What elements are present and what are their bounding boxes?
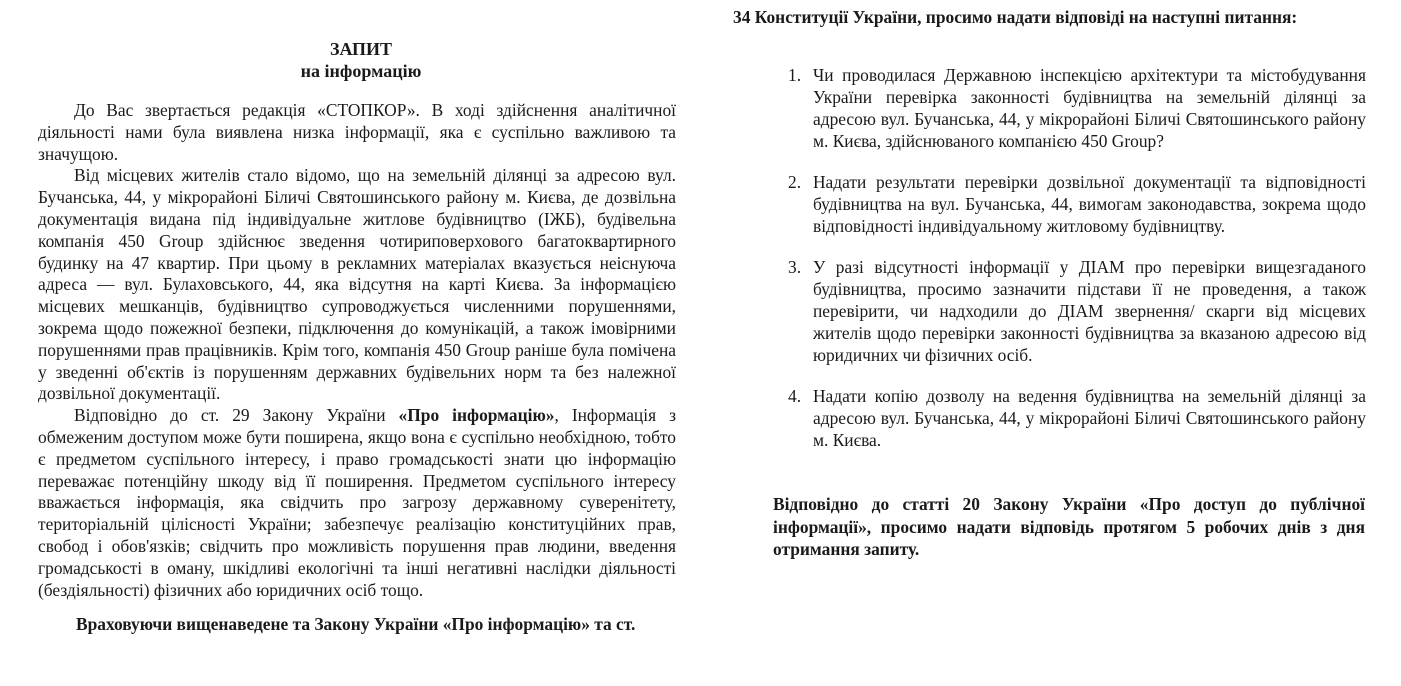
response-deadline-paragraph: Відповідно до статті 20 Закону України «Про доступ до публічної інформації», просимо надати відповідь протягом 5 робочих днів з дня отримання запиту. [773, 494, 1365, 559]
right-page [700, 0, 1401, 686]
left-page [0, 0, 700, 686]
left-closing-paragraph: Враховуючи вищенаведене та Закону України «Про інформацію» та ст. [76, 614, 636, 635]
title-block [0, 38, 722, 82]
residents-paragraph: Від місцевих жителів стало відомо, що на земельній ділянці за адресою вул. Бучанська, 44, у мікрорайоні Біличі Святошинського району м. Києва, де дозвільна документація видана під індивідуальне житлове будівництво (ІЖБ), будівельна компанія 450 Group здійснює зведення чотириповерхового багатоквартирного будинку на 47 квартир. При цьому в рекламних матеріалах вказується неіснуюча адреса — вул. Булаховського, 44, яка відсутня на карті Києва. За інформацією місцевих мешканців, будівництво супроводжується численними порушеннями, зокрема щодо пожежної безпеки, підключення до комунікацій, а також імовірними порушеннями прав працівників. Крім того, компанія 450 Group раніше була помічена у зведенні об'єктів із порушенням державних будівельних норм та без належної дозвільної документації. [38, 165, 676, 404]
questions-heading: 34 Конституції України, просимо надати відповіді на наступні питання: [733, 7, 1298, 27]
law-paragraph-rest: , Інформація з обмеженим доступом може бути поширена, якщо вона є суспільно необхідною, тобто є предметом суспільного інтересу, і право громадськості знати цю інформацію переважає потенційну шкоду від її поширення. Предметом суспільного інтересу вважається інформація, яка свідчить про загрозу державному суверенітету, територіальній цілісності України; забезпечує реалізацію конституційних прав, свобод і обов'язків; свідчить про можливість порушення прав людини, введення громадськості в оману, шкідливі екологічні та інші негативні наслідки діяльності (бездіяльності) фізичних або юридичних осіб тощо. [38, 405, 676, 600]
question-text: Надати копію дозволу на ведення будівництва на земельній ділянці за адресою вул. Бучанська, 44, у мікрорайоні Біличі Святошинського району м. Києва. [813, 386, 1366, 450]
question-number: 1. [788, 65, 802, 85]
question-item [776, 385, 1366, 451]
question-text: У разі відсутності інформації у ДІАМ про перевірки вищезгаданого будівництва, просимо зазначити підстави її не проведення, а також перевірити, чи надходили до ДІАМ звернення/ скарги від місцевих жителів щодо перевірки законності будівництва за вказаною адресою від юридичних чи фізичних осіб. [813, 257, 1366, 365]
question-number: 4. [788, 386, 802, 406]
law-name: «Про інформацію» [398, 405, 555, 426]
left-body [38, 100, 676, 636]
document-subtitle: на інформацію [300, 61, 422, 81]
intro-paragraph: До Вас звертається редакція «СТОПКОР». В ході здійснення аналітичної діяльності нами була виявлена низка інформації, яка є суспільно важливою та значущою. [38, 100, 676, 164]
law-paragraph-start: Відповідно до ст. 29 Закону України [74, 405, 399, 426]
question-item [776, 171, 1366, 237]
law-paragraph [38, 405, 676, 601]
question-number: 2. [788, 172, 802, 192]
document-title: ЗАПИТ [329, 39, 393, 59]
question-number: 3. [788, 257, 802, 277]
question-text: Надати результати перевірки дозвільної документації та відповідності будівництва на вул. Бучанська, 44, вимогам законодавства, зокрема щодо відповідності індивідуальному житловому будівництву. [813, 172, 1366, 236]
question-item [776, 64, 1366, 152]
question-item [776, 256, 1366, 366]
question-text: Чи проводилася Державною інспекцією архітектури та містобудування України перевірка законності будівництва на земельній ділянці за адресою вул. Бучанська, 44, у мікрорайоні Біличі Святошинського району м. Києва, здійснюваного компанією 450 Group? [813, 65, 1366, 151]
questions-list [776, 64, 1366, 470]
